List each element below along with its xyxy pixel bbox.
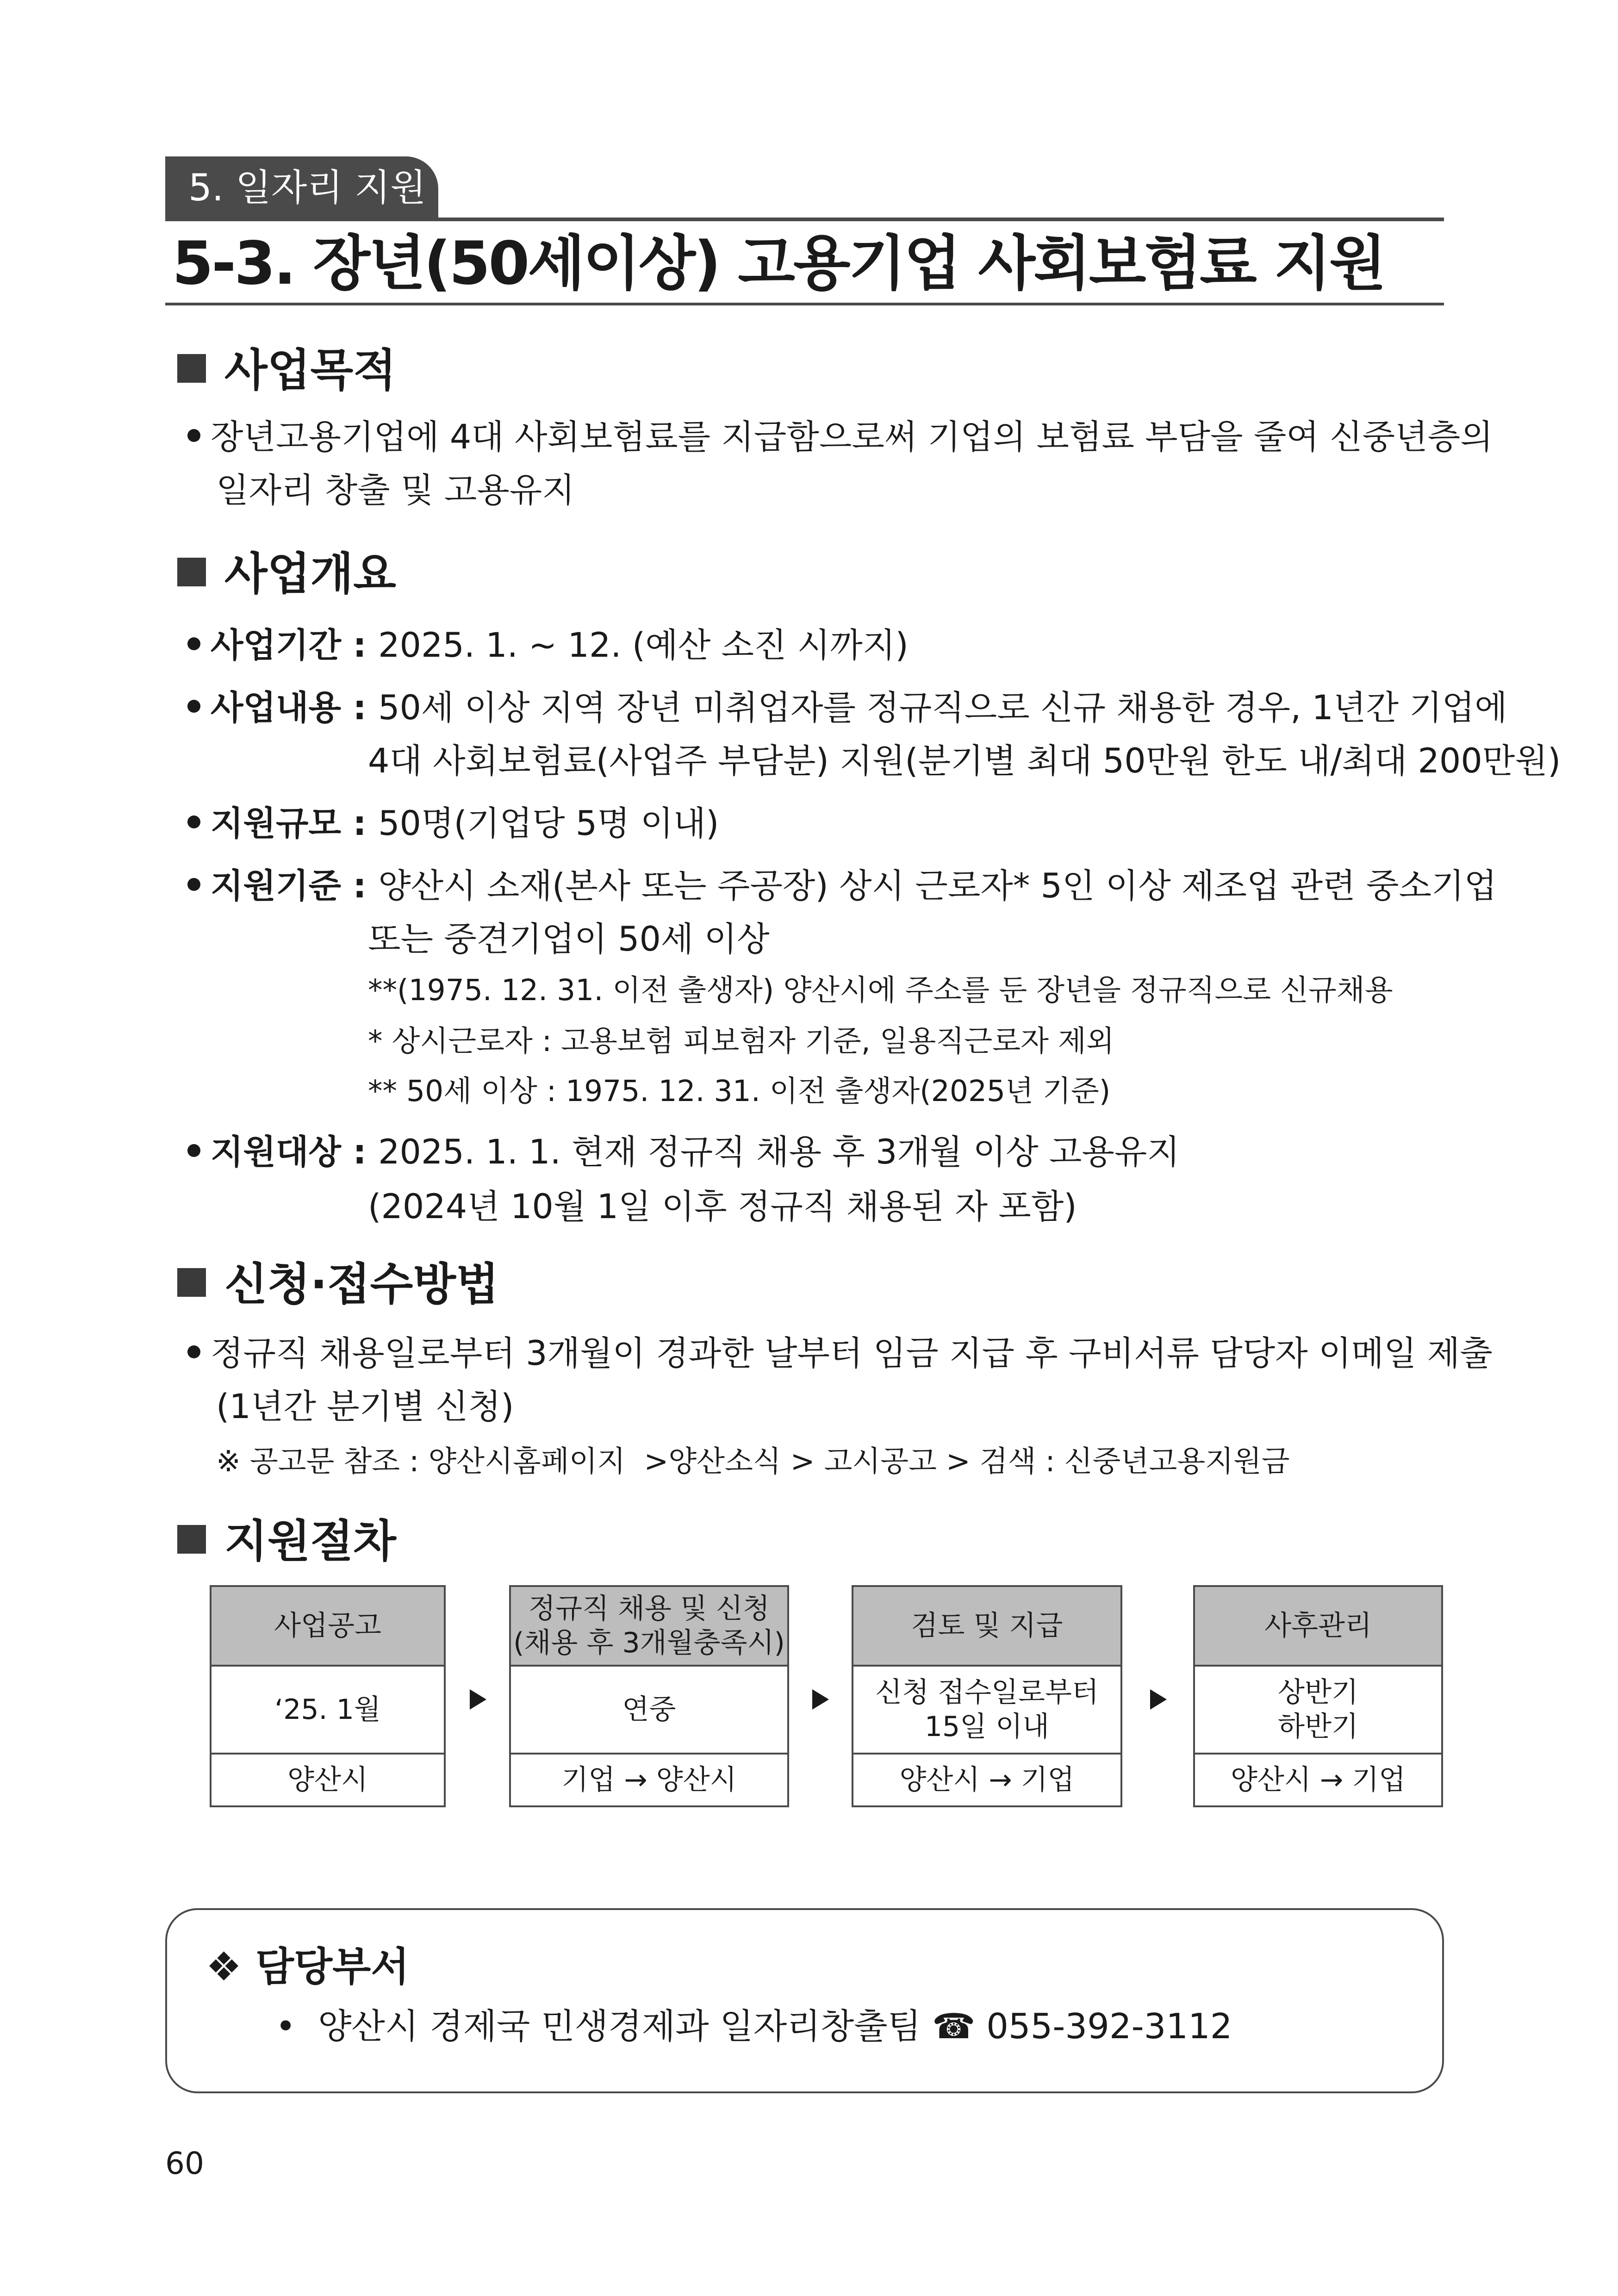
section-heading-text: 신청·접수방법 bbox=[224, 1258, 499, 1310]
step-timing: 연중 bbox=[511, 1667, 787, 1755]
procedure-step-3 bbox=[852, 1585, 1122, 1807]
step-arrow-icon bbox=[470, 1689, 486, 1710]
bullet-dot-icon bbox=[187, 1345, 200, 1358]
section-heading-text: 지원절차 bbox=[224, 1515, 396, 1567]
application-line-2: (1년간 분기별 신청) bbox=[216, 1387, 514, 1426]
item-text: 50세 이상 지역 장년 미취업자를 정규직으로 신규 채용한 경우, 1년간 기업에 bbox=[378, 688, 1507, 728]
step-header: 검토 및 지급 bbox=[853, 1587, 1120, 1667]
criteria-note-1: **(1975. 12. 31. 이전 출생자) 양산시에 주소를 둔 장년을 정규직으로 신규채용 bbox=[368, 973, 1393, 1007]
item-text: 2025. 1. 1. 현재 정규직 채용 후 3개월 이상 고용유지 bbox=[378, 1132, 1180, 1172]
chapter-tab bbox=[165, 156, 438, 219]
square-bullet-icon bbox=[177, 1525, 206, 1554]
item-label: 사업기간 : bbox=[211, 626, 379, 665]
overview-item-target-cont: (2024년 10월 1일 이후 정규직 채용된 자 포함) bbox=[368, 1187, 1077, 1226]
step-timing: 신청 접수일로부터 15일 이내 bbox=[853, 1667, 1120, 1755]
chapter-tab-label: 5. 일자리 지원 bbox=[188, 166, 426, 209]
item-label: 사업내용 : bbox=[211, 688, 379, 728]
contact-phone: 055-392-3112 bbox=[986, 2006, 1232, 2047]
section-heading-purpose bbox=[177, 345, 396, 396]
bullet-dot-icon bbox=[187, 429, 200, 442]
contact-line bbox=[275, 2005, 1232, 2047]
purpose-text-1: 장년고용기업에 4대 사회보험료를 지급함으로써 기업의 보험료 부담을 줄여 신중년층의 bbox=[211, 417, 1493, 457]
item-label: 지원기준 : bbox=[211, 866, 379, 906]
criteria-note-3: ** 50세 이상 : 1975. 12. 31. 이전 출생자(2025년 기준) bbox=[368, 1074, 1111, 1108]
procedure-step-2 bbox=[509, 1585, 789, 1807]
contact-department: 양산시 경제국 민생경제과 일자리창출팀 bbox=[317, 2006, 921, 2047]
section-heading-text: 사업개요 bbox=[224, 548, 396, 600]
step-actor: 양산시 bbox=[287, 1764, 368, 1796]
contact-heading bbox=[206, 1944, 409, 1990]
application-note: ※ 공고문 참조 : 양산시홈페이지 >양산소식 > 고시공고 > 검색 : 신중년고용지원금 bbox=[216, 1444, 1290, 1478]
title-rule-bottom bbox=[165, 303, 1444, 305]
step-actor: 양산시 → 기업 bbox=[1230, 1764, 1406, 1796]
application-line-1 bbox=[187, 1333, 1493, 1375]
page-number: 60 bbox=[165, 2146, 204, 2181]
section-heading-overview bbox=[177, 548, 396, 599]
item-text: 양산시 소재(본사 또는 주공장) 상시 근로자* 5인 이상 제조업 관련 중소기업 bbox=[378, 866, 1497, 906]
bullet-dot-icon bbox=[187, 637, 200, 650]
bullet-dot-icon bbox=[187, 815, 200, 828]
step-header: 사업공고 bbox=[212, 1587, 444, 1667]
step-arrow-icon bbox=[1150, 1689, 1167, 1710]
overview-item-content bbox=[187, 687, 1507, 729]
step-actor: 양산시 → 기업 bbox=[899, 1764, 1075, 1796]
item-label: 지원규모 : bbox=[211, 804, 379, 843]
item-text: 2025. 1. ~ 12. (예산 소진 시까지) bbox=[378, 626, 909, 665]
step-timing: 상반기 하반기 bbox=[1195, 1667, 1441, 1755]
overview-item-scale bbox=[187, 803, 719, 845]
section-heading-procedure bbox=[177, 1516, 396, 1567]
square-bullet-icon bbox=[177, 558, 206, 586]
procedure-step-1 bbox=[210, 1585, 446, 1807]
step-header: 사후관리 bbox=[1195, 1587, 1441, 1667]
procedure-step-4 bbox=[1193, 1585, 1443, 1807]
step-header: 정규직 채용 및 신청 (채용 후 3개월충족시) bbox=[511, 1587, 787, 1667]
diamond-bullet-icon: ❖ bbox=[206, 1944, 242, 1990]
overview-item-criteria bbox=[187, 865, 1497, 907]
purpose-line-1 bbox=[187, 417, 1493, 458]
purpose-line-2: 일자리 창출 및 고용유지 bbox=[216, 471, 575, 510]
overview-item-criteria-cont: 또는 중견기업이 50세 이상 bbox=[368, 920, 770, 959]
step-timing: ‘25. 1월 bbox=[212, 1667, 444, 1755]
overview-item-content-cont: 4대 사회보험료(사업주 부담분) 지원(분기별 최대 50만원 한도 내/최대 200만원) bbox=[368, 741, 1561, 781]
step-actor: 기업 → 양산시 bbox=[561, 1764, 737, 1796]
overview-item-period bbox=[187, 625, 909, 666]
bullet-dot-icon bbox=[187, 878, 200, 891]
criteria-note-2: * 상시근로자 : 고용보험 피보험자 기준, 일용직근로자 제외 bbox=[368, 1024, 1114, 1058]
bullet-dot-icon bbox=[187, 1144, 200, 1157]
page-title: 5-3. 장년(50세이상) 고용기업 사회보험료 지원 bbox=[172, 229, 1385, 298]
application-text-1: 정규직 채용일로부터 3개월이 경과한 날부터 임금 지급 후 구비서류 담당자 이메일 제출 bbox=[211, 1334, 1493, 1373]
step-arrow-icon bbox=[812, 1689, 829, 1710]
title-rule-top bbox=[165, 218, 1444, 221]
bullet-dot-icon bbox=[187, 700, 200, 713]
contact-box bbox=[165, 1908, 1444, 2093]
contact-heading-text: 담당부서 bbox=[255, 1944, 410, 1990]
square-bullet-icon bbox=[177, 354, 206, 383]
overview-item-target bbox=[187, 1132, 1180, 1173]
item-text: 50명(기업당 5명 이내) bbox=[378, 804, 719, 843]
section-heading-application bbox=[177, 1259, 499, 1310]
item-label: 지원대상 : bbox=[211, 1132, 379, 1172]
phone-icon: ☎ bbox=[932, 2006, 976, 2047]
square-bullet-icon bbox=[177, 1268, 206, 1297]
section-heading-text: 사업목적 bbox=[224, 344, 396, 396]
small-bullet-icon: • bbox=[275, 2006, 296, 2047]
